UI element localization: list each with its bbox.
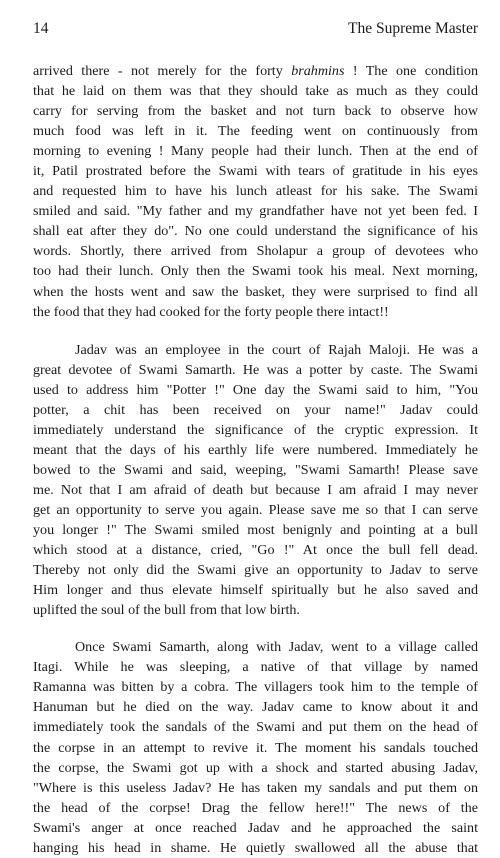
paragraph-2 <box>33 340 478 621</box>
text-line: Swami's anger at once reached Jadav and he approached the saint <box>33 819 478 836</box>
paragraph-1 <box>33 61 478 322</box>
text-line: the food that they had cooked for the forty people there intact!! <box>33 303 389 320</box>
text-line: Once Swami Samarth, along with Jadav, went to a village called <box>75 639 478 656</box>
text-line: smiled and said. "My father and my grandfather have not yet been fed. I <box>33 203 478 220</box>
text-line: Hanuman but he died on the way. Jadav came to know about it and <box>33 699 478 716</box>
text-line: uplifted the soul of the bull from that low birth. <box>33 602 300 619</box>
text-line: meant that the days of his earthly life were numbered. Immediately he <box>33 441 478 458</box>
text-line: me. Not that I am afraid of death but because I am afraid I may never <box>33 481 478 498</box>
text-line: words. Shortly, there arrived from Sholapur a group of devotees who <box>33 243 478 260</box>
text-line: shall eat after they do". No one could understand the significance of his <box>33 223 478 240</box>
text-line: Jadav was an employee in the court of Rajah Maloji. He was a <box>75 341 478 358</box>
text-line: potter, a chit has been received on your name!" Jadav could <box>33 401 478 418</box>
text-line: the corpse, the Swami got up with a shock and started abusing Jadav, <box>33 759 478 776</box>
italic-word: brahmins <box>291 63 345 79</box>
text-line: morning to evening ! Many people had their lunch. Then at the end of <box>33 143 478 160</box>
text-line: carry for serving from the basket and not turn back to observe how <box>33 103 478 120</box>
text-line: used to address him "Potter !" One day the Swami said to him, "You <box>33 381 478 398</box>
text-line: which stood at a distance, cried, "Go !" At once the bull fell dead. <box>33 542 478 559</box>
text-line: great devotee of Swami Samarth. He was a potter by caste. The Swami <box>33 361 478 378</box>
text-line: and requested him to have his lunch atleast for his sake. The Swami <box>33 183 478 200</box>
text-line: Ramanna was bitten by a cobra. The villagers took him to the temple of <box>33 679 478 696</box>
text-line: bowed to the Swami and said, weeping, "Swami Samarth! Please save <box>33 461 478 478</box>
text-line: much food was left in it. The feeding went on continuously from <box>33 123 478 140</box>
page-number: 14 <box>33 20 49 37</box>
text-line: it, Patil prostrated before the Swami with tears of gratitude in his eyes <box>33 163 478 180</box>
text-line: Him longer and thus elevate himself spiritually but he also saved and <box>33 582 478 599</box>
text-line: Itagi. While he was sleeping, a native of that village by named <box>33 659 478 676</box>
text-line: that he laid on them was that they should take as much as they could <box>33 83 478 100</box>
text-line: "Where is this useless Jadav? He has taken my sandals and put them on <box>33 779 478 796</box>
text-line: immediately understand the significance of the cryptic expression. It <box>33 421 478 438</box>
paragraph-3 <box>33 637 478 858</box>
running-title: The Supreme Master <box>348 20 478 37</box>
text-line: the head of the corpse! Drag the fellow here!!" The news of the <box>33 799 478 816</box>
text-line: the corpse in an attempt to revive it. The moment his sandals touched <box>33 739 478 756</box>
text-line: hanging his head in shame. He quietly swallowed all the abuse that <box>33 839 478 856</box>
text-line: arrived there - not merely for the forty brahmins ! The one condition <box>33 63 478 79</box>
text-line: you longer !" The Swami smiled most benignly and pointing at a bull <box>33 522 478 539</box>
text-line: get an opportunity to serve you again. Please save me so that I can serve <box>33 501 478 518</box>
text-line: immediately took the sandals of the Swami and put them on the head of <box>33 719 478 736</box>
body-text <box>33 61 478 858</box>
page-header <box>33 20 478 40</box>
text-line: too had their lunch. Only then the Swami took his meal. Next morning, <box>33 263 478 280</box>
text-line: Thereby not only did the Swami give an opportunity to Jadav to serve <box>33 562 478 579</box>
text-line: when the hosts went and saw the basket, they were surprised to find all <box>33 283 478 300</box>
